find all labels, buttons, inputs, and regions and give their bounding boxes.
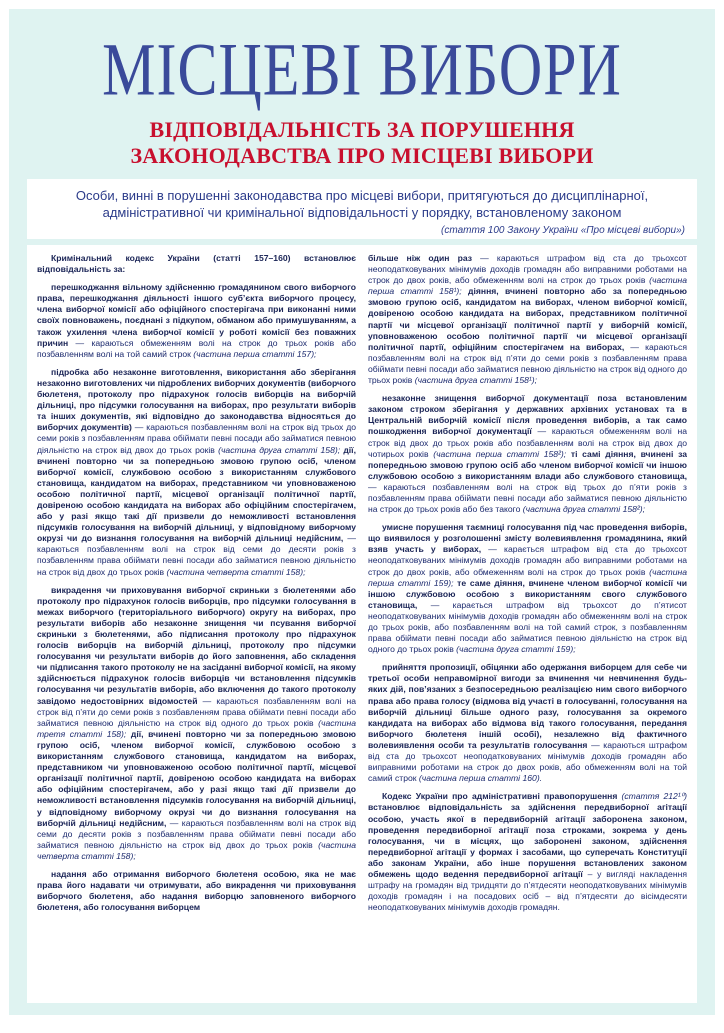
paragraph-bold: підробка або незаконне виготовлення, використання або зберігання незаконно виготовлених чи підроблених виборчих документів (виборчого бюлетеня, протоколу про підрахунок голосів виборців на виборчій дільниці, про підсумки голосування на виборах, про результати виборів та інших документів, які відповідно до законодавства відносяться до виборчих документів) (37, 366, 356, 433)
paragraph (37, 282, 356, 360)
paragraph-text: — караються позбавленням волі на строк від семи до десяти років з позбавленням права обіймати певні посади або займатися певною діяльністю на строк від двох до трьох років (37, 533, 356, 577)
paragraph-text: – у вигляді накладення штрафу на громадян від тридцяти до п’ятдесяти неоподатковуваних мінімумів доходів громадян і на посадових осіб – від п’ятдесяти до вісімдесяти неоподатковуваних мінімумів доходів громадян. (368, 868, 687, 913)
paragraph (37, 253, 356, 275)
paragraph (37, 367, 356, 578)
paragraph-text: — караються позбавленням волі на строк від трьох до п’яти років з позбавленням права обіймати певні посади або займатися певною діяльністю на строк до трьох років або без такого (368, 481, 687, 515)
lead-text: Особи, винні в порушенні законодавства про місцеві вибори, притягуються до дисциплінарної, адміністративної чи кримінальної відповідальності у порядку, встановленому законом (75, 188, 649, 220)
right-column (368, 253, 687, 997)
paragraph-bold: умисне порушення таємниці голосування під час проведення виборів, що виявилося у розголошенні змісту волевиявлення громадянина, який взяв участь у виборах, (368, 522, 687, 555)
article-ref: (частина перша статті 159); (368, 566, 687, 588)
page-subtitle (9, 117, 715, 169)
paragraph-bold: діяння, вчинені повторно або за попередньою змовою групою осіб, кандидатом на виборах, членом виборчої комісії, довіреною особою кандидата на виборах, представником політичної партії чи місцевої організації політичної партії у виборчій комісії, уповноваженою особою політичної партії чи місцевої організації політичної партії, офіційним спостерігачем на виборах, (368, 286, 687, 352)
page-title: МІСЦЕВІ ВИБОРИ (102, 28, 622, 111)
paragraph-bold: викрадення чи приховування виборчої скриньки з бюлетенями або протоколу про підрахунок голосів виборців, про підсумки голосування в межах виборчого (територіального виборчого) округу на виборах, про результати виборів або незаконне знищення чи псування виборчої скриньки з бюлетенями, або підписання протоколу про підрахунок голосів виборців на виборчій дільниці, протоколу про підсумки голосування чи результати виборів до його заповнення, або складення чи підписання такого протоколу не на засіданні виборчої комісії, на якому здійснюється підрахунок голосів виборців чи встановлення підсумків голосування чи результатів виборів, або включення до такого протоколу завідомо недостовірних відомостей (37, 584, 356, 706)
article-ref: (частина четверта статті 158); (37, 839, 356, 861)
paragraph-bold: Кримінальний кодекс України (статті 157–160) встановлює відповідальність за: (37, 253, 356, 275)
paragraph (368, 791, 687, 913)
article-ref: (стаття 212¹⁰) (621, 791, 687, 802)
paragraph-bold: дії, вчинені повторно чи за попередньою змовою групою осіб, членом виборчої комісії, службовою особою з використанням службового становища, кандидатом на виборах, представником чи уповноваженою особою політичної партії, місцевої організації політичної партії, довіреною особою кандидата на виборах або офіційним спостерігачем, або у разі якщо такі дії призвели до неможливості встановлення підсумків голосування на виборчій дільниці, у відповідному виборчому окрузі чи до визнання голосування на виборчій дільниці недійсним, (37, 728, 356, 828)
article-ref: (частина перша статті 158¹); (368, 275, 687, 297)
article-ref: (частина четверта статті 158); (166, 566, 306, 577)
article-ref: (частина третя статті 158); (37, 717, 356, 739)
paragraph-bold: Кодекс України про адміністративні правопорушення (382, 791, 622, 802)
paragraph (368, 393, 687, 515)
paragraph (37, 869, 356, 913)
paragraph-bold: дії, вчинені повторно чи за попередньою змовою групою осіб, членом виборчої комісії, службовою особою з використанням службового становища, кандидатом на виборах, представником чи уповноваженою особою політичної партії, місцевої організації політичної партії, довіреною особою кандидата на виборах або офіційним спостерігачем, або у разі якщо такі дії призвели до неможливості встановлення підсумків голосування на виборчій дільниці, у відповідному виборчому окрузі чи до визнання голосування на виборчій дільниці недійсним, (37, 444, 356, 544)
paragraph-bold: прийняття пропозиції, обіцянки або одержання виборцем для себе чи третьої особи неправомірної вигоди за вчинення чи невчинення будь-яких дій, пов’язаних з безпосередньою реалізацією ним свого виборчого права або права голосу (відмова від участі в голосуванні, голосування на виборчій дільниці більше одного разу, голосування за окремого кандидата на виборах або відмова від такого голосування, передання виборчого бюлетеня іншій особі), незалежно від фактичного волевиявлення особи та результатів голосування (368, 662, 687, 750)
paragraph-text: — караються позбавленням волі на строк від п’яти до семи років з позбавленням права обіймати певні посади або займатися певною діяльністю на строк від одного до трьох років (37, 695, 356, 728)
paragraph-text: — карається штрафом від ста до трьохсот неоподатковуваних мінімумів доходів громадян або виправними роботами на строк до двох років, або обмеженням волі на строк до трьох років (368, 544, 687, 577)
paragraph-text: — караються штрафом від ста до трьохсот неоподатковуваних мінімумів доходів громадян або виправними роботами на строк до двох років, або обмеженням волі на той самий строк (368, 739, 687, 784)
article-ref: (частина друга статті 159); (456, 644, 576, 655)
body-panel (27, 245, 697, 1003)
paragraph (368, 522, 687, 655)
subtitle-line-1: ВІДПОВІДАЛЬНІСТЬ ЗА ПОРУШЕННЯ (149, 117, 575, 142)
article-ref: (частина перша статті 160). (418, 773, 543, 784)
left-column (37, 253, 356, 997)
paragraph-bold: ті самі діяння, вчинені за попередньою змовою групою осіб або членом виборчої комісії чи іншою службовою особою з використанням влади або службового становища, (368, 448, 687, 481)
article-ref: (частина друга статті 158²); (522, 504, 646, 515)
article-ref: (частина перша статті 158²); (433, 448, 567, 459)
paragraph-bold: перешкоджання вільному здійсненню громадянином свого виборчого права, перешкоджання діяльності іншого суб’єкта виборчого процесу, члена виборчої комісії або офіційного спостерігача при виконанні ними своїх повноважень, поєднані з підкупом, обманом або примушуванням, а також ухилення члена виборчої комісії у роботі комісії без поважних причин (37, 282, 356, 348)
article-ref: (частина друга статті 158¹); (414, 375, 538, 386)
paragraph (368, 253, 687, 386)
paragraph-bold: надання або отримання виборчого бюлетеня особою, яка не має права його надавати чи отримувати, або викрадення чи приховування виборчого бюлетеня, або надання виборцю заповненого виборчого бюлетеня, або голосування виборцем (37, 868, 356, 913)
paragraph-text: — караються обмеженням волі на строк від двох до трьох років або позбавленням волі на строк від двох до чотирьох років (368, 426, 687, 459)
paragraph-bold: більше ніж один раз (368, 253, 473, 263)
paragraph-bold: те саме діяння, вчинене членом виборчої комісії чи іншою службовою особою з використанням свого службового становища, (368, 577, 687, 610)
paragraph-text: — караються позбавленням волі на строк від п’яти до семи років з позбавленням права обіймати певні посади або займатися певною діяльністю на строк від одного до трьох років (368, 341, 687, 386)
paragraph-text: — караються обмеженням волі на строк до трьох років або позбавленням волі на той самий строк (37, 337, 356, 359)
poster (9, 9, 715, 1015)
paragraph-text: — караються позбавленням волі на строк від трьох до семи років з позбавленням права обіймати певні посади або займатися певною діяльністю на строк від двох до трьох років (37, 422, 356, 455)
paragraph-text: — караються штрафом від ста до трьохсот неоподатковуваних мінімумів доходів громадян або виправними роботами на строк до двох років, або обмеженням волі на строк до трьох років (368, 253, 687, 286)
paragraph (37, 585, 356, 862)
paragraph (368, 662, 687, 784)
paragraph-bold: незаконне знищення виборчої документації поза встановленим законом строком зберігання у державних архівних установах та в Центральній виборчій комісії після проведення виборів, а так само пошкодження виборчої документації (368, 393, 687, 437)
article-ref: (частина перша статті 157); (193, 348, 317, 359)
subtitle-line-2: ЗАКОНОДАВСТВА ПРО МІСЦЕВІ ВИБОРИ (130, 143, 594, 168)
article-ref: (частина друга статті 158); (218, 444, 341, 455)
paragraph-text: — караються позбавленням волі на строк від семи до десяти років з позбавленням права обіймати певні посади або займатися певною діяльністю на строк від двох до трьох років (37, 817, 356, 850)
lead-source: (стаття 100 Закону України «Про місцеві вибори») (441, 225, 685, 236)
paragraph-bold: встановлює відповідальність за здійснення передвиборної агітації особою, участь якої в передвиборній агітації заборонена законом, проведення передвиборної агітації поза строками, зокрема у день голосування, чи в місцях, що заборонені законом, здійснення передвиборної агітації у формах і засобами, що суперечать Конституції або законам України, або інше порушення встановлених законом обмежень щодо ведення передвиборної агітації (368, 802, 687, 879)
paragraph-text: — карається штрафом від трьохсот до п’ятисот неоподатковуваних мінімумів доходів громадян або обмеженням волі на строк до трьох років, або позбавленням волі на той самий строк, з позбавленням права обіймати певні посади або займатися певною діяльністю на строк від одного до трьох років (368, 599, 687, 655)
lead-box (27, 179, 697, 239)
